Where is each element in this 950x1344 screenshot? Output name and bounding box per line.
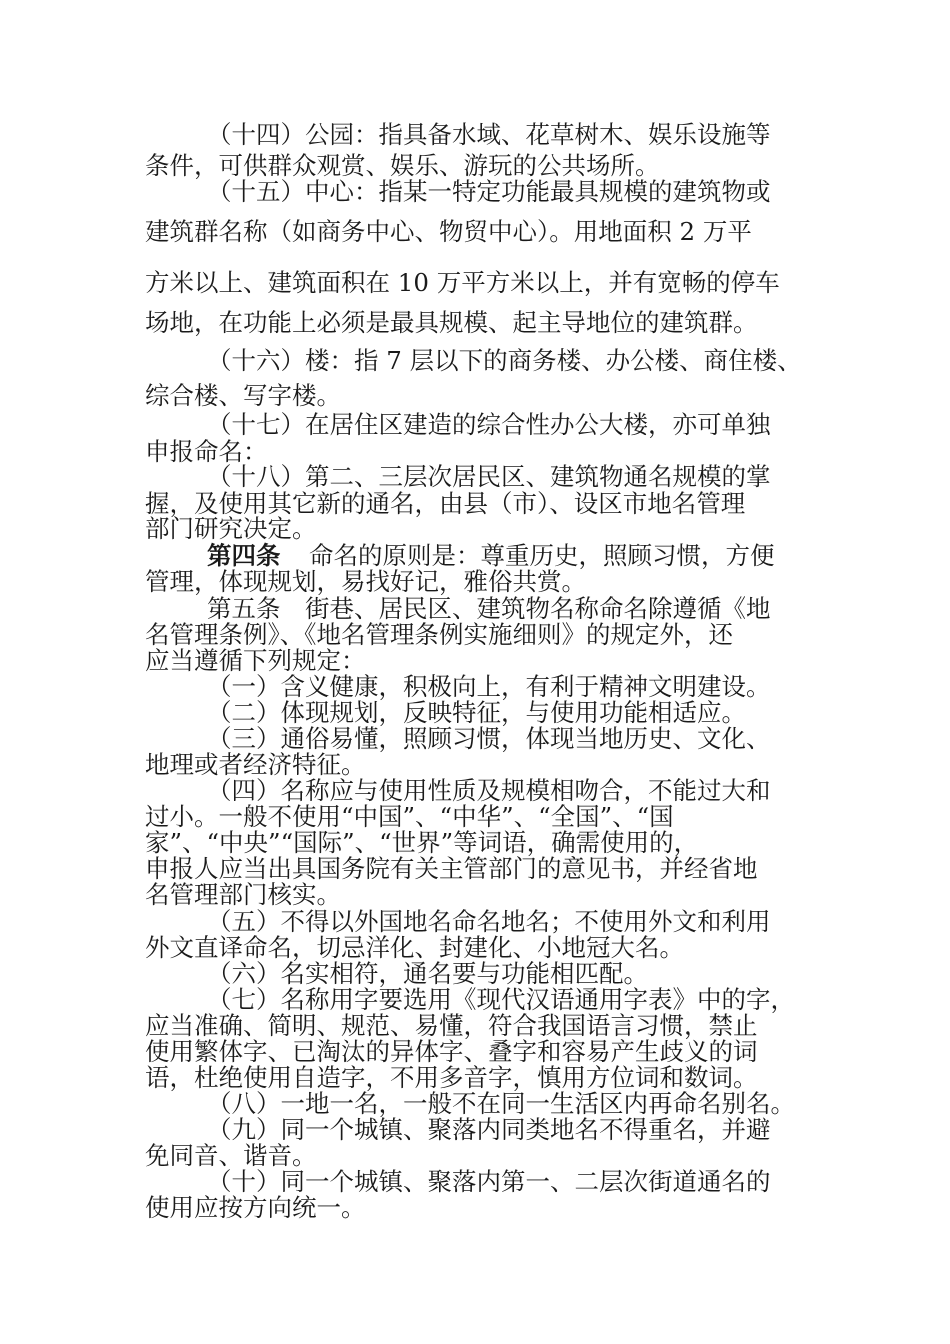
paragraph-line: （十八）第二、三层次居民区、建筑物通名规模的掌 [207,462,771,491]
paragraph-line: 建筑群名称（如商务中心、物贸中心）。用地面积 2 万平 [145,217,752,246]
paragraph-line: （六）名实相符，通名要与功能相匹配。 [207,959,648,988]
paragraph-line: 命名的原则是：尊重历史，照顾习惯，方便 [309,541,775,570]
paragraph-line: （十六）楼：指 7 层以下的商务楼、办公楼、商住楼、 [207,346,802,375]
article-heading: 第四条 [207,541,281,570]
paragraph-line: 名管理部门核实。 [145,880,341,909]
paragraph-line: （十四）公园：指具备水域、花草树木、娱乐设施等 [207,120,771,149]
paragraph-line: 场地，在功能上必须是最具规模、起主导地位的建筑群。 [145,308,758,337]
paragraph-line: （一）含义健康，积极向上，有利于精神文明建设。 [207,672,771,701]
paragraph-line: （十）同一个城镇、聚落内第一、二层次街道通名的 [207,1167,771,1196]
paragraph-line: （十五）中心：指某一特定功能最具规模的建筑物或 [207,177,771,206]
paragraph-line: 第五条 街巷、居民区、建筑物名称命名除遵循《地 [207,594,771,623]
paragraph-line: 家”、“中央”“国际”、“世界”等词语，确需使用的， [145,828,699,857]
paragraph-line: 申报命名： [145,437,268,466]
paragraph-line: 免同音、谐音。 [145,1141,317,1170]
paragraph-line: 应当遵循下列规定： [145,646,366,675]
paragraph-line: （五）不得以外国地名命名地名；不使用外文和利用 [207,907,771,936]
paragraph-line: 方米以上、建筑面积在 10 万平方米以上，并有宽畅的停车 [145,268,780,297]
paragraph-line: 条件，可供群众观赏、娱乐、游玩的公共场所。 [145,151,660,180]
paragraph-line: （九）同一个城镇、聚落内同类地名不得重名，并避 [207,1115,771,1144]
paragraph-line: 部门研究决定。 [145,514,317,543]
paragraph-line: 综合楼、写字楼。 [145,381,341,410]
paragraph-line: （二）体现规划，反映特征，与使用功能相适应。 [207,698,746,727]
paragraph-line: 过小。一般不使用“中国”、“中华”、“全国”、“国 [145,802,674,831]
paragraph-line: 应当准确、简明、规范、易懂，符合我国语言习惯，禁止 [145,1011,758,1040]
paragraph-line: 申报人应当出具国务院有关主管部门的意见书，并经省地 [145,854,758,883]
paragraph-line: 名管理条例》、《地名管理条例实施细则》的规定外，还 [145,620,733,649]
paragraph-line: 使用繁体字、已淘汰的异体字、叠字和容易产生歧义的词 [145,1037,758,1066]
paragraph-line: （十七）在居住区建造的综合性办公大楼，亦可单独 [207,410,771,439]
paragraph-line: 外文直译命名，切忌洋化、封建化、小地冠大名。 [145,933,684,962]
paragraph-line: （三）通俗易懂，照顾习惯，体现当地历史、文化、 [207,724,771,753]
paragraph-line: 管理，体现规划，易找好记，雅俗共赏。 [145,567,586,596]
paragraph-line: 使用应按方向统一。 [145,1193,366,1222]
paragraph-line: 地理或者经济特征。 [145,750,366,779]
paragraph-line: （八）一地一名，一般不在同一生活区内再命名别名。 [207,1089,795,1118]
paragraph-line: 握，及使用其它新的通名，由县（市）、设区市地名管理 [145,489,746,518]
paragraph-line: （四）名称应与使用性质及规模相吻合，不能过大和 [207,776,771,805]
paragraph-line: 语，杜绝使用自造字，不用多音字，慎用方位词和数词。 [145,1063,758,1092]
paragraph-line: （七）名称用字要选用《现代汉语通用字表》中的字， [207,985,795,1014]
